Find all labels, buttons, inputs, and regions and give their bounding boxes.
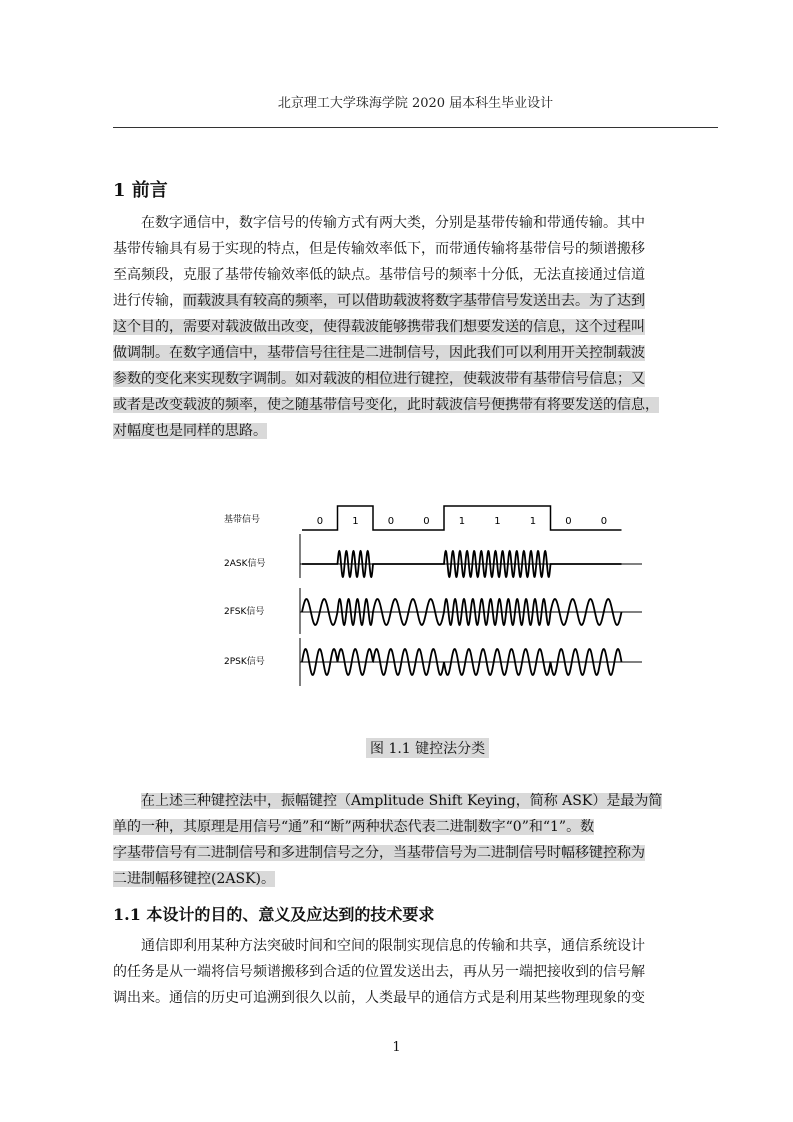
header-rule — [113, 127, 718, 128]
baseband-bit-label: 0 — [565, 516, 572, 527]
text-line: 在数字通信中，数字信号的传输方式有两大类，分别是基带传输和带通传输。其中 — [141, 215, 645, 231]
baseband-bit-label: 0 — [600, 516, 608, 527]
highlighted-text: 或者是改变载波的频率，使之随基带信号变化，此时载波信号便携带有将要发送的信息， — [113, 397, 659, 413]
baseband-bit-label: 1 — [529, 516, 537, 527]
highlighted-text: 这个目的，需要对载波做出改变，使得载波能够携带我们想要发送的信息，这个过程叫 — [113, 319, 645, 335]
highlighted-text: 对幅度也是同样的思路。 — [113, 423, 267, 439]
highlighted-text: 单的一种，其原理是用信号“通”和“断”两种状态代表二进制数字“0”和“1”。数 — [113, 819, 595, 835]
text-line: 通信即利用某种方法突破时间和空间的限制实现信息的传输和共享，通信系统设计 — [141, 938, 645, 954]
baseband-bit-label: 1 — [458, 516, 466, 527]
baseband-bit-label: 1 — [352, 516, 359, 527]
figure-label-2fsk: 2FSK信号 — [224, 607, 265, 617]
figure-caption: 图 1.1 键控法分类 — [366, 738, 489, 758]
page-header: 北京理工大学珠海学院 2020 届本科生毕业设计 — [277, 96, 554, 111]
keying-waveform-figure — [222, 498, 642, 698]
baseband-bits — [317, 516, 607, 527]
baseband-bit-label: 0 — [423, 516, 430, 527]
text-segment: 进行传输， — [113, 293, 183, 309]
text-line: 至高频段，克服了基带传输效率低的缺点。基带信号的频率十分低，无法直接通过信道 — [113, 267, 645, 283]
highlighted-text: 二进制幅移键控(2ASK)。 — [113, 871, 275, 887]
highlighted-text: 在上述三种键控法中，振幅键控（Amplitude Shift Keying，简称 ASK）是最为简 — [141, 793, 663, 809]
paragraph-ask — [113, 788, 718, 892]
figure-label-baseband: 基带信号 — [224, 515, 261, 525]
figure-label-2psk: 2PSK信号 — [224, 657, 265, 667]
highlighted-text: 参数的变化来实现数字调制。如对载波的相位进行键控，使载波带有基带信号信息；又 — [113, 371, 645, 387]
baseband-bit-label: 0 — [387, 516, 395, 527]
section-title-1-1: 1.1 本设计的目的、意义及应达到的技术要求 — [113, 905, 435, 924]
page-number: 1 — [392, 1040, 401, 1055]
paragraph-purpose — [113, 933, 718, 1011]
baseband-bit-label: 0 — [316, 516, 324, 527]
text-line: 的任务是从一端将信号频谱搬移到合适的位置发送出去，再从另一端把接收到的信号解 — [113, 964, 645, 980]
text-line: 基带传输具有易于实现的特点，但是传输效率低下，而带通传输将基带信号的频谱搬移 — [113, 241, 645, 257]
highlighted-text: 而载波具有较高的频率，可以借助载波将数字基带信号发送出去。为了达到 — [183, 293, 645, 309]
section-title-1: 1 前言 — [113, 180, 168, 201]
baseband-bit-label: 1 — [494, 516, 501, 527]
highlighted-text: 做调制。在数字通信中，基带信号往往是二进制信号，因此我们可以利用开关控制载波 — [113, 345, 645, 361]
figure-label-2ask: 2ASK信号 — [224, 559, 266, 569]
text-line — [113, 288, 718, 314]
highlighted-text: 字基带信号有二进制信号和多进制信号之分，当基带信号为二进制信号时幅移键控称为 — [113, 845, 645, 861]
paragraph-intro — [113, 210, 718, 444]
text-line: 调出来。通信的历史可追溯到很久以前，人类最早的通信方式是利用某些物理现象的变 — [113, 990, 645, 1006]
